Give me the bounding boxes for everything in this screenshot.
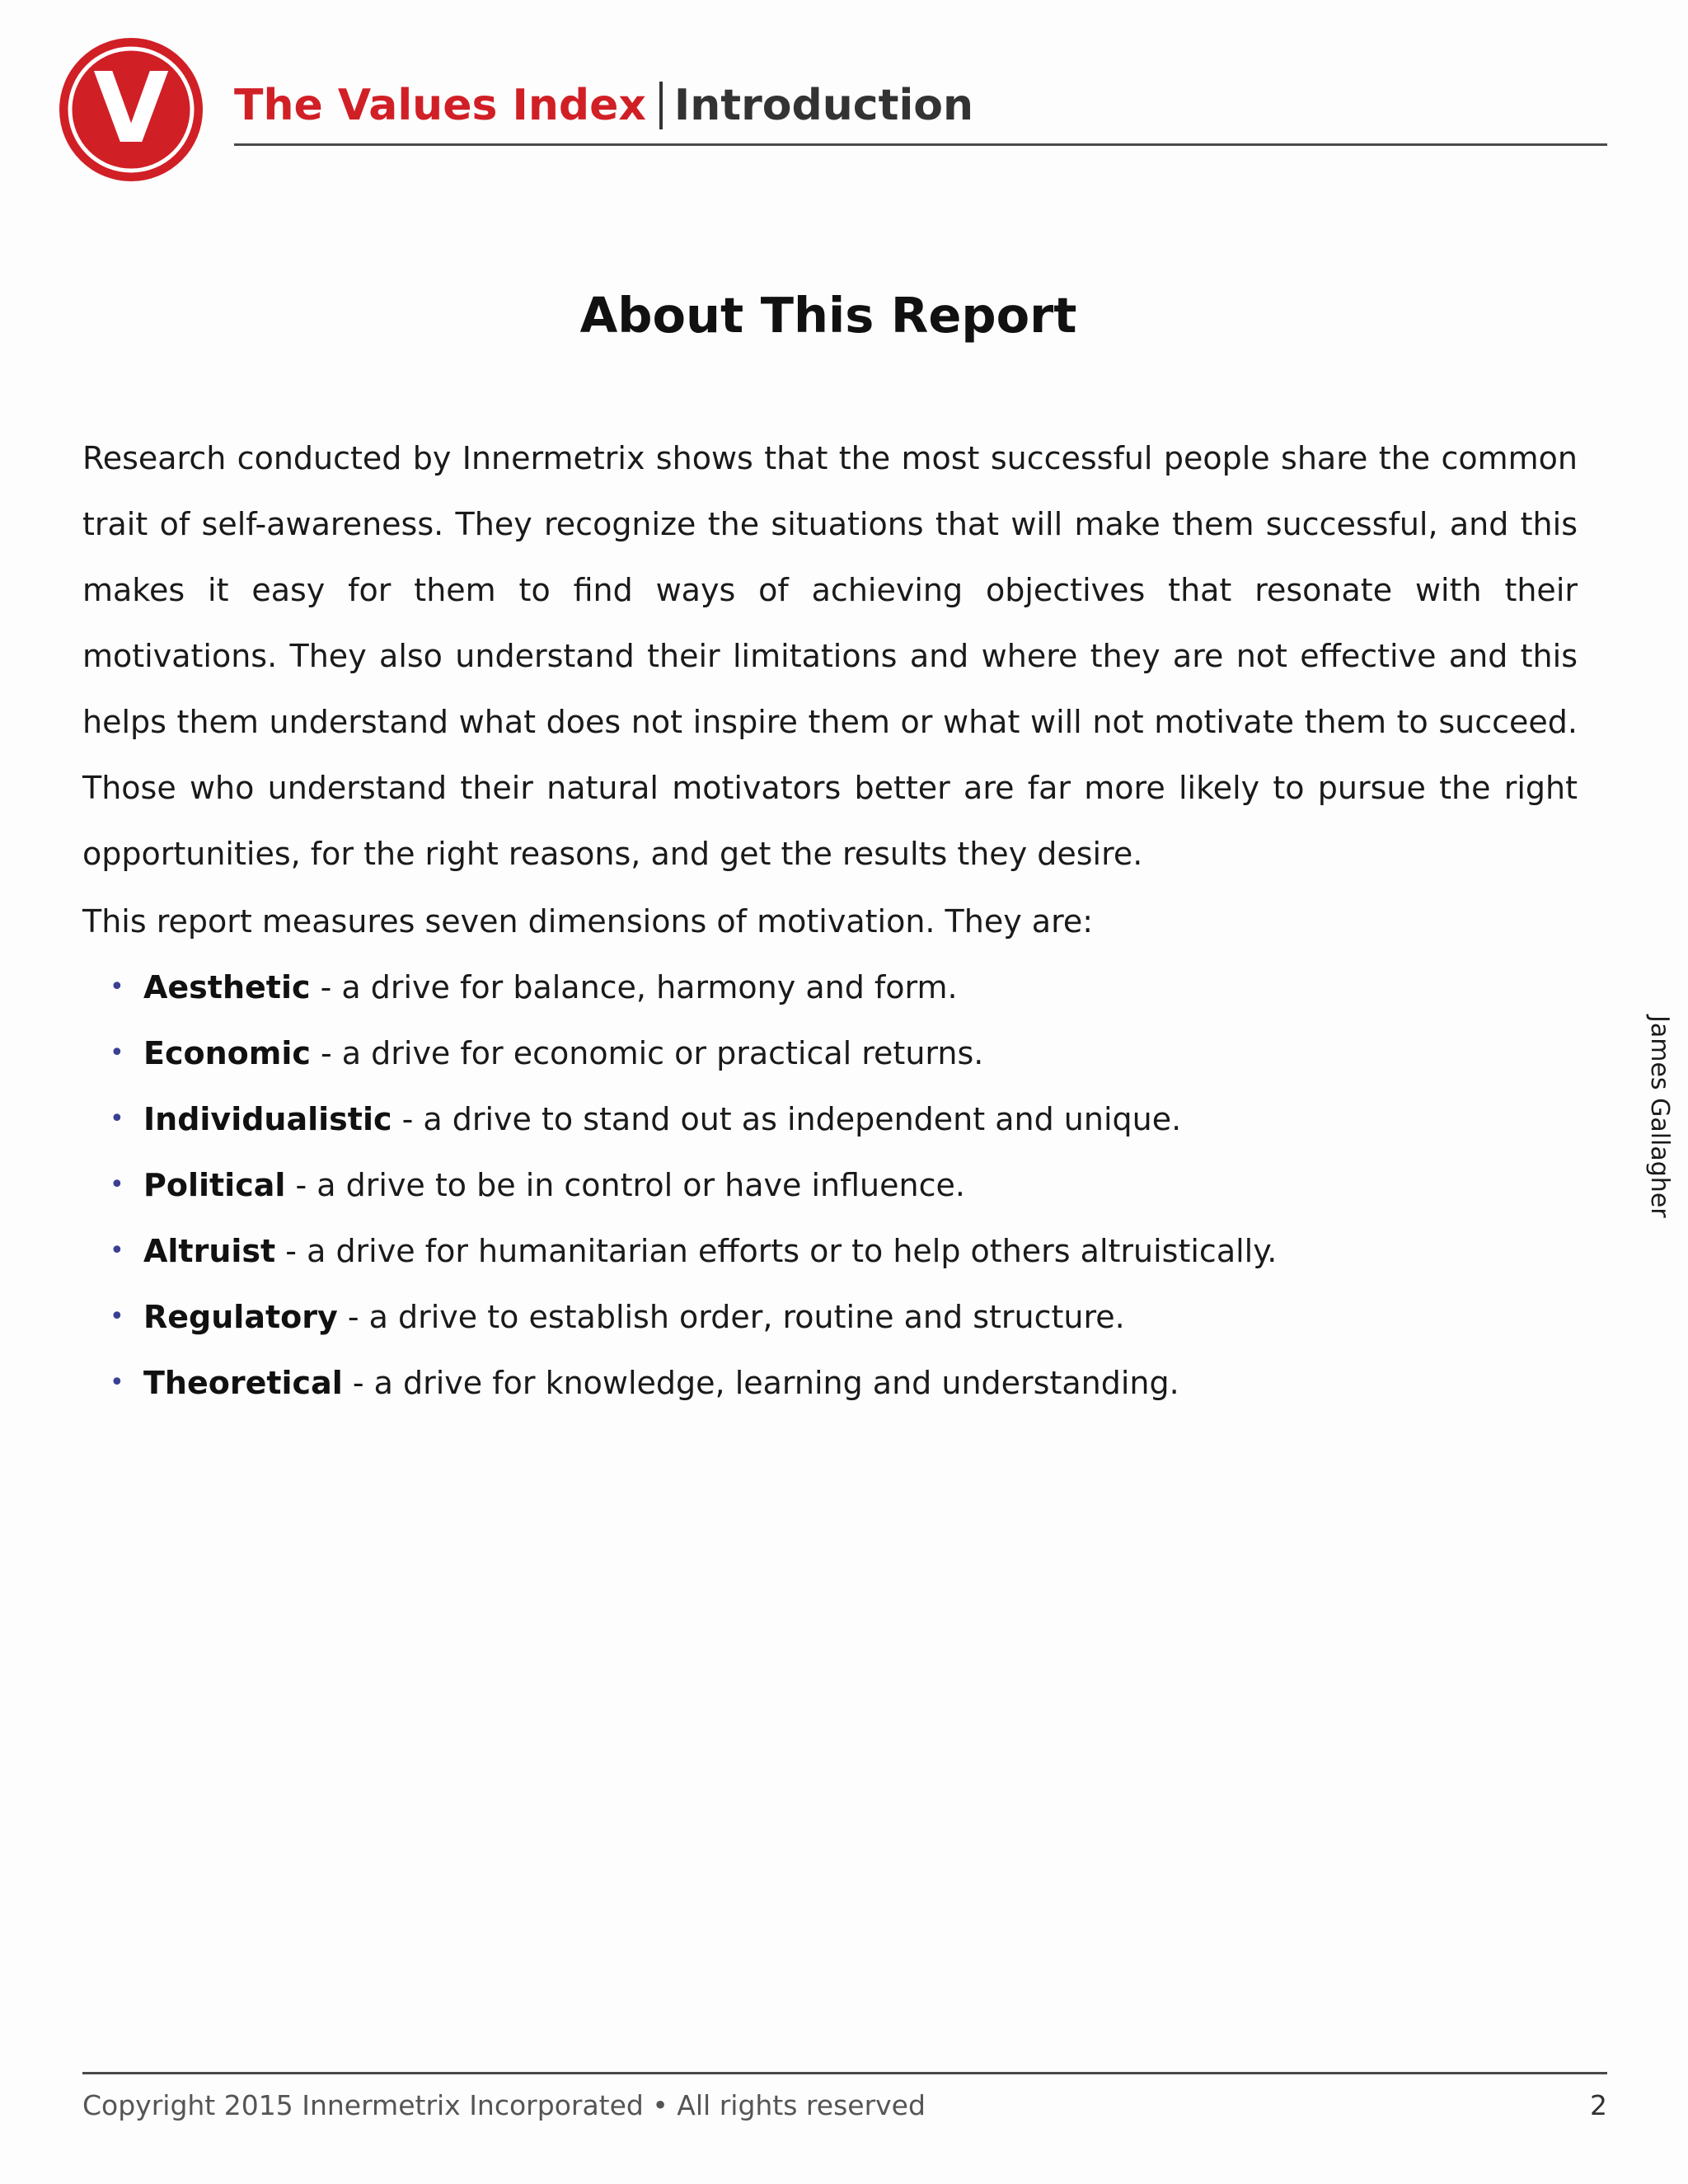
- dimension-description: - a drive to be in control or have influence.: [285, 1167, 965, 1203]
- measures-intro: This report measures seven dimensions of motivation. They are:: [82, 903, 1094, 940]
- dimension-item-individualistic: [82, 1086, 1277, 1152]
- dimension-name: Individualistic: [143, 1101, 392, 1137]
- dimension-name: Theoretical: [143, 1365, 343, 1401]
- dimension-name: Political: [143, 1167, 286, 1203]
- dimension-description: - a drive for balance, harmony and form.: [310, 969, 958, 1005]
- logo-letter: V: [93, 51, 169, 165]
- bullet-icon: •: [110, 972, 124, 1001]
- dimension-item-regulatory: [82, 1284, 1277, 1350]
- dimension-description: - a drive for knowledge, learning and understanding.: [342, 1365, 1179, 1401]
- dimension-description: - a drive to stand out as independent and unique.: [392, 1101, 1182, 1137]
- values-index-logo: [58, 36, 204, 183]
- dimension-name: Economic: [143, 1035, 311, 1071]
- dimension-item-aesthetic: [82, 954, 1277, 1020]
- page-number: 2: [1590, 2089, 1607, 2121]
- bullet-icon: •: [110, 1038, 124, 1067]
- footer-rule: [82, 2072, 1607, 2074]
- dimension-list: [82, 954, 1277, 1416]
- report-title: About This Report: [579, 287, 1077, 344]
- dimension-name: Regulatory: [143, 1299, 338, 1335]
- dimension-description: - a drive for economic or practical returns.: [310, 1035, 984, 1071]
- dimension-name: Aesthetic: [143, 969, 311, 1005]
- bullet-icon: •: [110, 1104, 124, 1133]
- dimension-item-political: [82, 1152, 1277, 1218]
- header-title: [234, 76, 973, 135]
- bullet-icon: •: [110, 1170, 124, 1199]
- header-separator: [659, 82, 663, 129]
- dimension-description: - a drive to establish order, routine and structure.: [337, 1299, 1125, 1335]
- bullet-icon: •: [110, 1302, 124, 1331]
- footer-copyright: Copyright 2015 Innermetrix Incorporated • All rights reserved: [82, 2089, 926, 2121]
- dimension-description: - a drive for humanitarian efforts or to help others altruistically.: [275, 1233, 1278, 1269]
- dimension-name: Altruist: [143, 1233, 276, 1269]
- respondent-name-label: James Gallagher: [1645, 1015, 1674, 1218]
- intro-paragraph: Research conducted by Innermetrix shows that the most successful people share the common trait of self-awareness. They recognize the situations that will make them successful, and this makes it easy for them to find ways of achieving objectives that resonate with their motivations. They also understand their limitations and where they are not effective and this helps them understand what does not inspire them or what will not motivate them to succeed. Those who understand their natural motivators better are far more likely to pursue the right opportunities, for the right reasons, and get the results they desire.: [82, 440, 1578, 872]
- bullet-icon: •: [110, 1236, 124, 1265]
- dimension-item-altruist: [82, 1218, 1277, 1284]
- header-brand: The Values Index: [234, 81, 646, 130]
- header-rule: [234, 143, 1607, 146]
- dimension-item-theoretical: [82, 1350, 1277, 1416]
- header-section: Introduction: [673, 81, 974, 130]
- dimension-item-economic: [82, 1020, 1277, 1086]
- bullet-icon: •: [110, 1368, 124, 1397]
